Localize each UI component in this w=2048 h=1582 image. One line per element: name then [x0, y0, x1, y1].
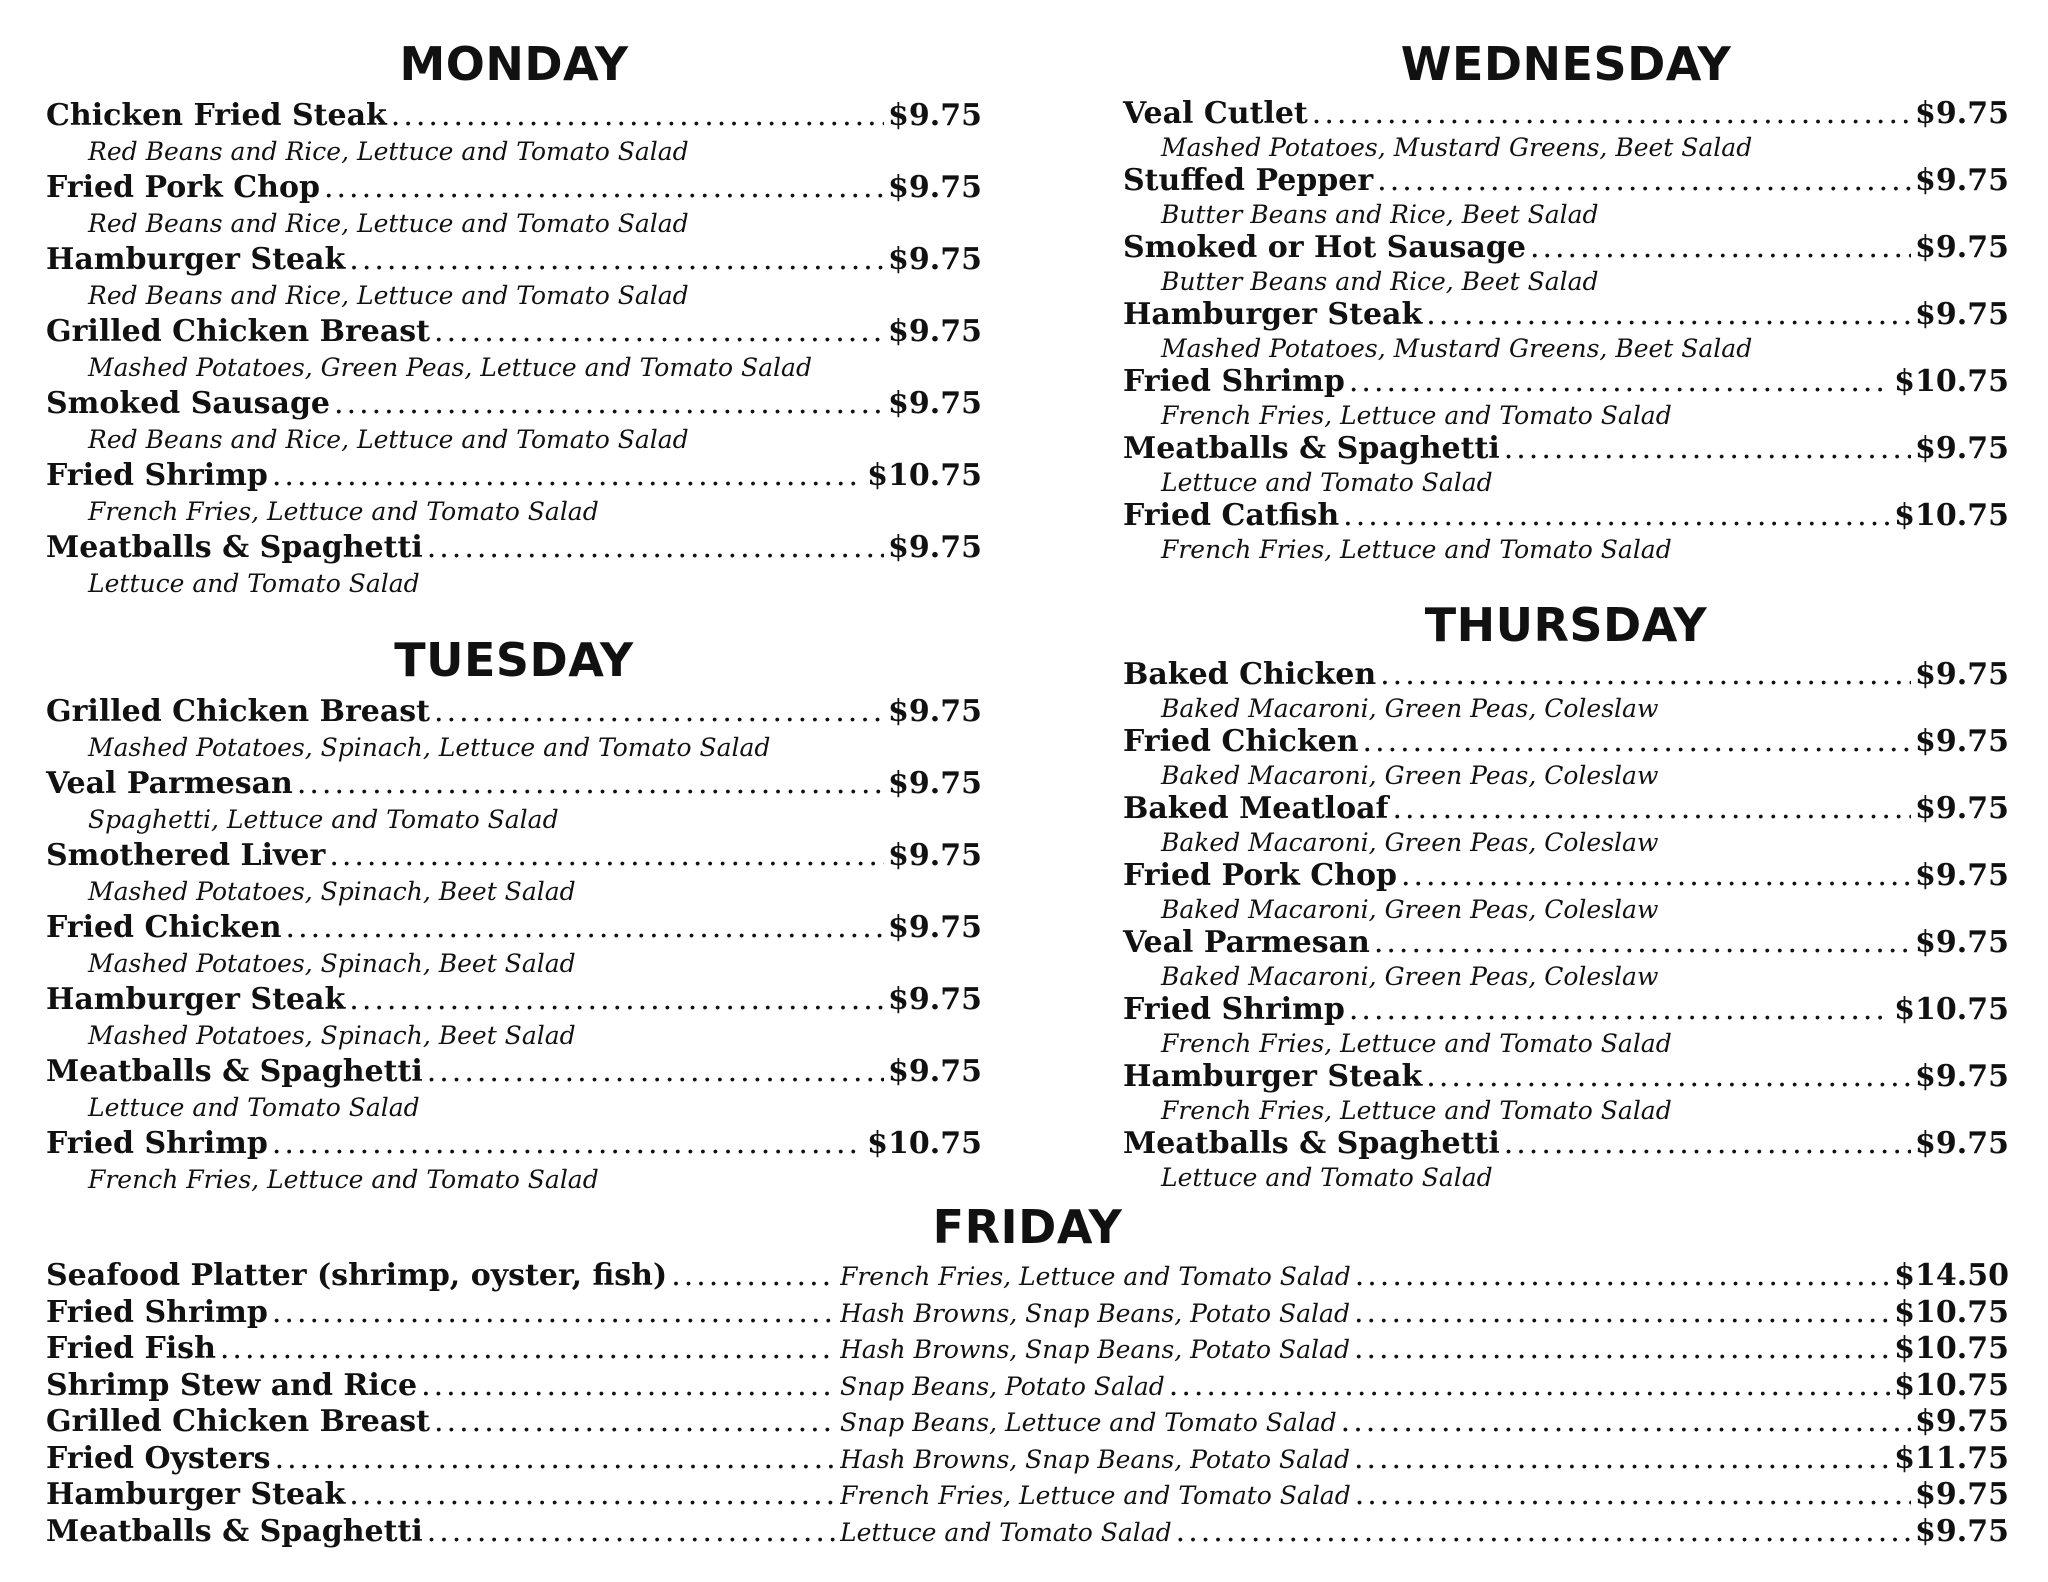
menu-item [46, 312, 982, 384]
item-name: Hamburger Steak [46, 982, 346, 1017]
item-name: Fried Shrimp [1123, 364, 1345, 399]
item-sides: Red Beans and Rice, Lettuce and Tomato Salad [88, 137, 689, 166]
item-name: Hamburger Steak [1123, 297, 1423, 332]
item-name: Fried Chicken [46, 910, 282, 945]
dot-leader [427, 1052, 884, 1092]
item-name: Fried Catfish [1123, 498, 1340, 533]
dot-leader [324, 168, 884, 208]
dot-leader [421, 1368, 836, 1405]
left-column [46, 32, 982, 1224]
menu-item [46, 1258, 2009, 1295]
dot-leader [1426, 1059, 1911, 1095]
item-price: $10.75 [1894, 1331, 2009, 1366]
dot-leader [1355, 1477, 1911, 1514]
item-name: Fried Pork Chop [46, 170, 320, 205]
dot-leader [220, 1331, 836, 1368]
item-name: Grilled Chicken Breast [46, 314, 431, 349]
item-price: $10.75 [1894, 992, 2009, 1027]
menu-item [1123, 858, 2009, 925]
menu-item [1123, 431, 2009, 498]
item-sides: Lettuce and Tomato Salad [88, 569, 420, 598]
item-price: $9.75 [1915, 1404, 2009, 1439]
item-name: Smoked Sausage [46, 386, 331, 421]
item-price: $9.75 [1915, 791, 2009, 826]
item-price: $9.75 [1915, 925, 2009, 960]
dot-leader [349, 980, 884, 1020]
dot-leader [1530, 230, 1911, 266]
menu-item [46, 1514, 2009, 1551]
item-name: Baked Meatloaf [1123, 791, 1389, 826]
item-name: Fried Chicken [1123, 724, 1359, 759]
item-price: $14.50 [1894, 1258, 2009, 1293]
menu-item [1123, 724, 2009, 791]
item-sides: Mashed Potatoes, Spinach, Lettuce and Tomato Salad [88, 733, 771, 762]
item-price: $10.75 [1894, 1294, 2009, 1330]
menu-item [46, 1052, 982, 1124]
item-name: Hamburger Steak [46, 242, 346, 277]
tuesday-section [46, 628, 982, 1196]
menu-item [46, 764, 982, 836]
item-sides: Lettuce and Tomato Salad [88, 1093, 420, 1122]
item-price: $9.75 [888, 98, 982, 133]
dot-leader [1341, 1404, 1911, 1441]
item-price: $9.75 [888, 838, 982, 873]
wednesday-section [1123, 32, 2009, 565]
item-price: $9.75 [888, 694, 982, 729]
item-name: Veal Cutlet [1123, 96, 1308, 131]
item-sides: Baked Macaroni, Green Peas, Coleslaw [1161, 895, 1659, 924]
item-name: Grilled Chicken Breast [46, 694, 431, 729]
item-price: $9.75 [888, 386, 982, 421]
dot-leader [272, 456, 863, 496]
item-price: $9.75 [1915, 724, 2009, 759]
item-sides: Lettuce and Tomato Salad [1161, 468, 1493, 497]
item-name: Veal Parmesan [46, 766, 293, 801]
dot-leader [1312, 96, 1911, 132]
item-price: $9.75 [1915, 297, 2009, 332]
item-sides: Mashed Potatoes, Spinach, Beet Salad [88, 949, 576, 978]
item-name: Shrimp Stew and Rice [46, 1367, 418, 1403]
menu-item [46, 1477, 2009, 1514]
item-sides: French Fries, Lettuce and Tomato Salad [840, 1262, 1351, 1291]
thursday-section [1123, 593, 2009, 1193]
item-price: $9.75 [1915, 431, 2009, 466]
dot-leader [1349, 992, 1890, 1028]
item-sides: Lettuce and Tomato Salad [1161, 1163, 1493, 1192]
dot-leader [1504, 1126, 1911, 1162]
item-sides: Red Beans and Rice, Lettuce and Tomato Salad [88, 281, 689, 310]
menu-item [1123, 657, 2009, 724]
dot-leader [1354, 1441, 1890, 1478]
item-sides: Lettuce and Tomato Salad [840, 1517, 1172, 1547]
menu-item [1123, 163, 2009, 230]
item-name: Meatballs & Spaghetti [1123, 1126, 1500, 1161]
monday-items [46, 96, 982, 600]
menu-item [46, 1331, 2009, 1368]
menu-item [46, 1124, 982, 1196]
wednesday-title: WEDNESDAY [1400, 37, 1732, 91]
dot-leader [434, 692, 884, 732]
menu-item [1123, 791, 2009, 858]
item-sides: French Fries, Lettuce and Tomato Salad [1161, 535, 1672, 564]
item-name: Seafood Platter (shrimp, oyster, fish) [46, 1258, 668, 1293]
item-sides: Snap Beans, Potato Salad [840, 1371, 1165, 1401]
item-price: $10.75 [1894, 364, 2009, 399]
item-sides: Hash Browns, Snap Beans, Potato Salad [840, 1335, 1350, 1364]
menu-item [46, 1368, 2009, 1405]
item-name: Chicken Fried Steak [46, 98, 387, 133]
menu-item [1123, 364, 2009, 431]
dot-leader [671, 1258, 836, 1295]
item-price: $9.75 [888, 314, 982, 349]
item-name: Fried Fish [46, 1331, 216, 1366]
dot-leader [1426, 297, 1911, 333]
dot-leader [272, 1295, 836, 1332]
item-name: Meatballs & Spaghetti [46, 530, 423, 565]
dot-leader [1169, 1368, 1890, 1405]
dot-leader [1354, 1295, 1890, 1332]
dot-leader [391, 96, 884, 136]
item-price: $9.75 [1915, 1477, 2009, 1512]
item-sides: Mashed Potatoes, Green Peas, Lettuce and Tomato Salad [88, 353, 812, 382]
dot-leader [329, 836, 884, 876]
dot-leader [1392, 791, 1911, 827]
item-price: $10.75 [1894, 498, 2009, 533]
dot-leader [1401, 858, 1911, 894]
dot-leader [1354, 1331, 1890, 1368]
item-name: Hamburger Steak [46, 1477, 346, 1512]
menu-item [46, 240, 982, 312]
item-price: $9.75 [888, 170, 982, 205]
menu-item [46, 528, 982, 600]
item-price: $11.75 [1894, 1440, 2009, 1476]
item-sides: French Fries, Lettuce and Tomato Salad [1161, 401, 1672, 430]
item-sides: Hash Browns, Snap Beans, Potato Salad [840, 1298, 1350, 1328]
item-name: Fried Oysters [46, 1440, 271, 1476]
item-sides: Baked Macaroni, Green Peas, Coleslaw [1161, 761, 1659, 790]
menu-item [46, 980, 982, 1052]
item-sides: Butter Beans and Rice, Beet Salad [1161, 267, 1599, 296]
item-name: Fried Shrimp [1123, 992, 1345, 1027]
dot-leader [427, 528, 884, 568]
item-sides: French Fries, Lettuce and Tomato Salad [1161, 1029, 1672, 1058]
dot-leader [275, 1441, 836, 1478]
menu-item [1123, 498, 2009, 565]
item-price: $9.75 [888, 982, 982, 1017]
item-price: $9.75 [888, 242, 982, 277]
dot-leader [1380, 657, 1911, 693]
item-price: $10.75 [867, 1126, 982, 1161]
menu-item [46, 1295, 2009, 1332]
tuesday-title: TUESDAY [394, 633, 634, 687]
monday-section [46, 32, 982, 600]
dot-leader [427, 1514, 836, 1551]
item-name: Stuffed Pepper [1123, 163, 1374, 198]
friday-title: FRIDAY [932, 1200, 1123, 1254]
item-sides: French Fries, Lettuce and Tomato Salad [88, 1165, 599, 1194]
item-sides: Baked Macaroni, Green Peas, Coleslaw [1161, 828, 1659, 857]
item-name: Baked Chicken [1123, 657, 1377, 692]
item-name: Meatballs & Spaghetti [1123, 431, 1500, 466]
item-sides: Butter Beans and Rice, Beet Salad [1161, 200, 1599, 229]
menu-item [1123, 1059, 2009, 1126]
dot-leader [297, 764, 884, 804]
menu-item [1123, 925, 2009, 992]
dot-leader [1363, 724, 1912, 760]
dot-leader [349, 240, 884, 280]
item-price: $9.75 [1915, 858, 2009, 893]
item-name: Grilled Chicken Breast [46, 1404, 431, 1439]
item-price: $9.75 [888, 1054, 982, 1089]
item-sides: Mashed Potatoes, Spinach, Beet Salad [88, 877, 576, 906]
dot-leader [349, 1477, 836, 1514]
menu-item [1123, 992, 2009, 1059]
item-sides: French Fries, Lettuce and Tomato Salad [1161, 1096, 1672, 1125]
menu-item [46, 384, 982, 456]
item-name: Fried Shrimp [46, 1126, 268, 1161]
item-name: Fried Shrimp [46, 458, 268, 493]
item-price: $9.75 [1915, 1513, 2009, 1549]
item-sides: Hash Browns, Snap Beans, Potato Salad [840, 1444, 1350, 1474]
menu-item [46, 1441, 2009, 1478]
wednesday-items [1123, 96, 2009, 565]
dot-leader [1374, 925, 1911, 961]
right-column [1123, 32, 2009, 1221]
item-sides: Snap Beans, Lettuce and Tomato Salad [840, 1408, 1337, 1437]
item-sides: Spaghetti, Lettuce and Tomato Salad [88, 805, 559, 834]
item-price: $10.75 [1894, 1367, 2009, 1403]
item-sides: Baked Macaroni, Green Peas, Coleslaw [1161, 694, 1659, 723]
dot-leader [1343, 498, 1890, 534]
item-name: Smothered Liver [46, 838, 326, 873]
item-name: Smoked or Hot Sausage [1123, 230, 1526, 265]
item-price: $9.75 [888, 910, 982, 945]
dot-leader [1377, 163, 1911, 199]
item-sides: French Fries, Lettuce and Tomato Salad [88, 497, 599, 526]
item-sides: Mashed Potatoes, Mustard Greens, Beet Salad [1161, 334, 1753, 363]
item-price: $9.75 [1915, 1059, 2009, 1094]
menu-item [46, 908, 982, 980]
dot-leader [434, 312, 884, 352]
item-sides: Red Beans and Rice, Lettuce and Tomato Salad [88, 425, 689, 454]
item-name: Veal Parmesan [1123, 925, 1370, 960]
dot-leader [1176, 1514, 1911, 1551]
menu-item [46, 96, 982, 168]
item-sides: Red Beans and Rice, Lettuce and Tomato Salad [88, 209, 689, 238]
item-sides: Mashed Potatoes, Spinach, Beet Salad [88, 1021, 576, 1050]
item-price: $9.75 [1915, 163, 2009, 198]
dot-leader [1504, 431, 1911, 467]
friday-items [46, 1258, 2009, 1550]
item-name: Hamburger Steak [1123, 1059, 1423, 1094]
item-name: Meatballs & Spaghetti [46, 1513, 423, 1549]
item-price: $9.75 [888, 766, 982, 801]
item-price: $9.75 [1915, 96, 2009, 131]
friday-section [46, 1196, 2009, 1550]
dot-leader [1355, 1258, 1890, 1295]
menu-item [1123, 1126, 2009, 1193]
item-name: Fried Pork Chop [1123, 858, 1397, 893]
item-price: $10.75 [867, 458, 982, 493]
menu-item [1123, 230, 2009, 297]
menu-item [46, 456, 982, 528]
menu-item [1123, 96, 2009, 163]
dot-leader [1349, 364, 1890, 400]
dot-leader [334, 384, 884, 424]
item-price: $9.75 [1915, 657, 2009, 692]
menu-item [46, 1404, 2009, 1441]
item-price: $9.75 [888, 530, 982, 565]
item-price: $9.75 [1915, 230, 2009, 265]
dot-leader [434, 1404, 836, 1441]
thursday-title: THURSDAY [1424, 598, 1708, 652]
thursday-items [1123, 657, 2009, 1193]
dot-leader [286, 908, 885, 948]
item-sides: Mashed Potatoes, Mustard Greens, Beet Salad [1161, 133, 1753, 162]
monday-title: MONDAY [399, 37, 629, 91]
menu-item [46, 168, 982, 240]
item-sides: French Fries, Lettuce and Tomato Salad [840, 1481, 1351, 1510]
tuesday-items [46, 692, 982, 1196]
dot-leader [272, 1124, 863, 1164]
item-name: Meatballs & Spaghetti [46, 1054, 423, 1089]
menu-item [46, 836, 982, 908]
item-sides: Baked Macaroni, Green Peas, Coleslaw [1161, 962, 1659, 991]
menu-item [46, 692, 982, 764]
item-price: $9.75 [1915, 1126, 2009, 1161]
menu-item [1123, 297, 2009, 364]
item-name: Fried Shrimp [46, 1294, 268, 1330]
